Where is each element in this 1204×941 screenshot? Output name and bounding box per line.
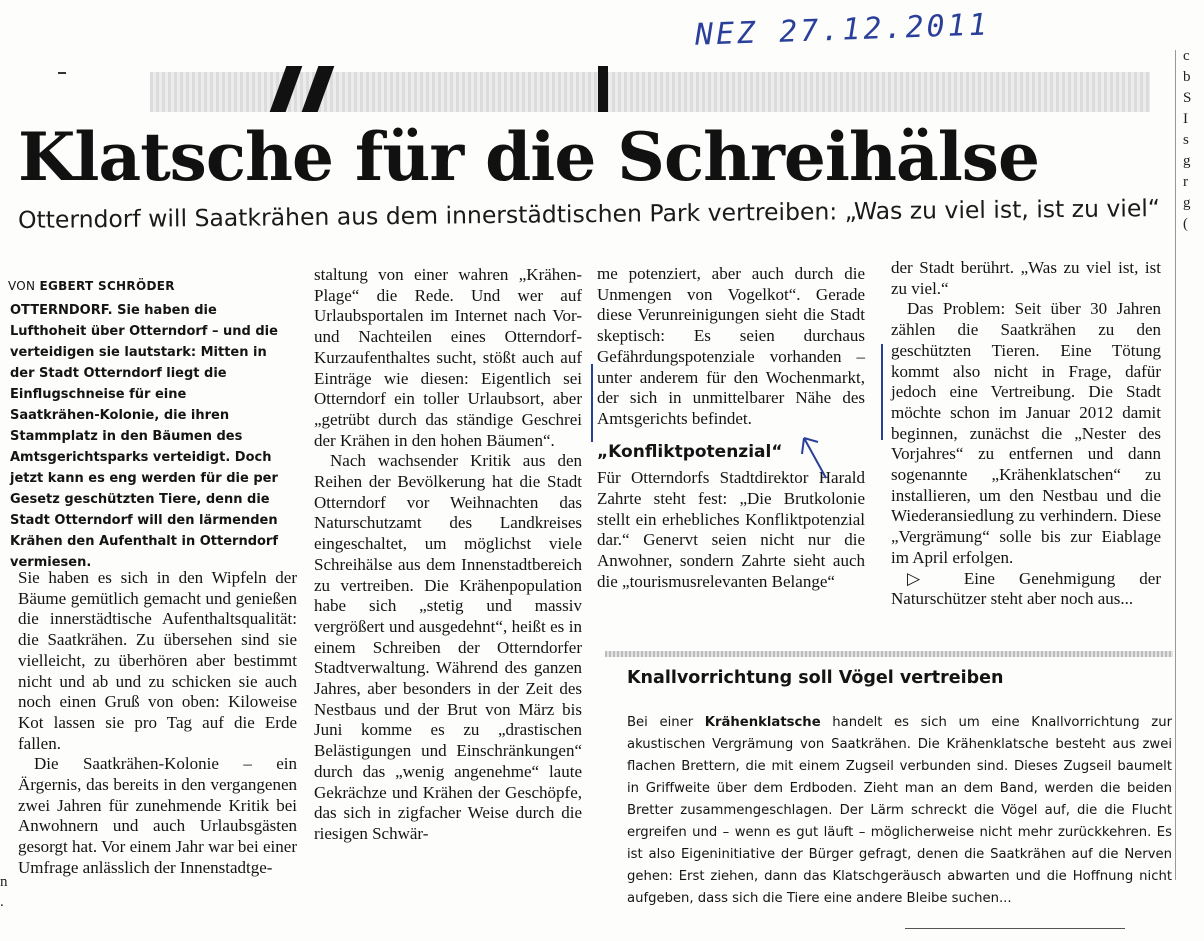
box-text-post: handelt es sich um eine Knallvorrichtung zur akustischen Vergrämung von Saatkrähen. Die Krähenklatsche besteht aus zwei flachen Brettern, die mit einem Zugseil verbunden sind. Dieses Zugseil baumelt in Griffweite über dem Erdboden. Zieht man an dem Band, werden die beiden Bretter zusammengeschlagen. Der Lärm schreckt die Vögel auf, die die Flucht ergreifen und – wenn es gut läuft – möglicherweise nicht mehr zurückkehren. Es ist also Eigeninitiative der Bürger gefragt, denen die Saatkrähen auf die Nerven gehen: Erst ziehen, dann das Klatschgeräusch abwarten und die Hoffnung nicht aufgeben, dass sich die Tiere eine andere Bleibe suchen... — [627, 715, 1172, 906]
paragraph: Sie haben es sich in den Wipfeln der Bäume gemütlich gemacht und genießen die innerstädtische Aufenthaltsqualität: die Saatkrähen. Zu übersehen sind sie vielleicht, zu überhören aber bestimmt nicht und ab und zu schicken sie auch noch einen Gruß von oben: Kiloweise Kot lassen sie pro Tag auf die Erde fallen. — [18, 568, 297, 753]
fragment-letter: r — [1183, 174, 1188, 190]
byline — [8, 279, 175, 293]
paragraph: der Stadt berührt. „Was zu viel ist, ist zu viel.“ — [891, 258, 1161, 298]
paragraph: Nach wachsender Kritik aus den Reihen der Bevölkerung hat die Stadt Otterndorf vor Weihnachten das Naturschutzamt des Landkreises eingeschaltet, um möglichst viele Schreihälse aus dem Innenstadtbereich zu vertreiben. Die Krähenpopulation habe sich „stetig und massiv vergrößert und ausgedehnt“, heißt es in einem Schreiben der Otterndorfer Stadtverwaltung. Während des ganzen Jahres, aber besonders in der Zeit des Nestbaus und der Brut von März bis Juni komme es zu „drastischen Belästigungen und Einschränkungen“ durch das „wenig angenehme“ laute Gekrächze und Krähen der Geschöpfe, das sich in zigfacher Weise durch die riesigen Schwär- — [314, 451, 582, 843]
bottom-rule — [905, 928, 1125, 929]
headline: Klatsche für die Schreihälse — [18, 118, 1039, 196]
fragment-letter: g — [1183, 153, 1191, 169]
paragraph: staltung von einer wahren „Krähen-Plage“ die Rede. Und wer auf Urlaubsportalen im Internet nach Vor- und Nachteilen eines Otterndorf-Kurzaufenthaltes sucht, stößt auch auf Einträge wie diesen: Eigentlich sei Otterndorf ein toller Urlaubsort, aber „getrübt durch das ständige Geschrei der Krähen in den hohen Bäumen“. — [314, 265, 582, 450]
paragraph: Für Otterndorfs Stadtdirektor Harald Zahrte steht fest: „Die Brutkolonie stellt ein erhebliches Konfliktpotenzial dar.“ Genervt seien nicht nur die Anwohner, sondern Zahrte sieht auch die „tourismusrelevanten Belange“ — [597, 468, 865, 591]
fragment-letter: b — [1183, 69, 1191, 85]
paragraph: Das Problem: Seit über 30 Jahren zählen die Saatkrähen zu den geschützten Tieren. Eine Tötung kommt also nicht in Frage, dafür jedoch eine Vertreibung. Die Stadt möchte schon im Januar 2012 damit beginnen, zunächst die „Nester des Vorjahres“ zu entfernen und dann sogenannte „Krähenklatschen“ zu installieren, um den Nestbau und die Wiederansiedlung zu verhindern. Diese „Vergrämung“ solle bis zur Eiablage im April erfolgen. — [891, 299, 1161, 567]
paragraph: me potenziert, aber auch durch die Unmengen von Vogelkot“. Gerade diese Verunreinigungen sieht die Stadt skeptisch: Es seien durchaus Gefährdungspotenziale vorhanden – unter anderem für den Wochenmarkt, der sich in unmittelbarer Nähe des Amtsgerichts befindet. — [597, 264, 865, 428]
paragraph: ▷ Eine Genehmigung der Naturschützer steht aber noch aus... — [891, 568, 1161, 609]
strip-mark — [302, 66, 335, 112]
pen-mark — [591, 364, 593, 442]
info-box-text — [627, 712, 1172, 910]
crosshead: „Konfliktpotenzial“ — [597, 441, 783, 462]
byline-author: EGBERT SCHRÖDER — [39, 279, 175, 293]
article-column-2 — [314, 265, 582, 845]
info-box-title: Knallvorrichtung soll Vögel vertreiben — [627, 668, 1004, 688]
strip-mark — [270, 66, 303, 112]
byline-prefix: VON — [8, 279, 36, 293]
fragment-letter: ( — [1183, 216, 1188, 232]
strip-mark — [598, 66, 608, 112]
article-column-1 — [18, 568, 297, 879]
adjacent-article-fragment — [1183, 46, 1203, 235]
pen-arrow-icon — [796, 432, 836, 482]
handwritten-date-note: NEZ 27.12.2011 — [694, 7, 991, 53]
fragment-letter: . — [0, 894, 4, 910]
pen-mark — [881, 344, 883, 440]
box-text-pre: Bei einer — [627, 715, 705, 730]
margin-mark — [58, 72, 66, 74]
subheadline: Otterndorf will Saatkrähen aus dem innerstädtischen Park vertreiben: „Was zu viel ist, ist zu viel“ — [17, 194, 1161, 234]
box-text-bold: Krähenklatsche — [704, 715, 821, 730]
article-column-4 — [891, 258, 1161, 610]
fragment-letter: c — [1183, 48, 1190, 64]
left-article-fragment — [0, 872, 8, 912]
fragment-letter: g — [1183, 195, 1191, 211]
fragment-letter: s — [1183, 132, 1189, 148]
lead-paragraph: OTTERNDORF. Sie haben die Lufthoheit über Otterndorf – und die verteidigen sie lautstark: Mitten in der Stadt Otterndorf liegt die Einflugschneise für eine Saatkrähen-Kolonie, die ihren Stammplatz in den Bäumen des Amtsgerichtsparks verteidigt. Doch jetzt kann es eng werden für die per Gesetz geschützten Tiere, denn die Stadt Otterndorf will den lärmenden Krähen den Aufenthalt in Otterndorf vermiesen. — [10, 303, 278, 570]
paragraph: Die Saatkrähen-Kolonie – ein Ärgernis, das bereits in den vergangenen zwei Jahren für zunehmende Kritik bei Anwohnern und auch Urlaubsgästen gesorgt hat. Vor einem Jahr war bei einer Umfrage anlässlich der Innenstadtge- — [18, 754, 297, 877]
article-column-3 — [597, 264, 865, 593]
fragment-letter: S — [1183, 90, 1192, 106]
column-divider — [1175, 50, 1176, 880]
box-top-rule — [605, 651, 1173, 657]
fragment-letter: I — [1183, 111, 1188, 127]
fragment-letter: n — [0, 874, 8, 890]
decorative-strip — [150, 72, 1150, 112]
